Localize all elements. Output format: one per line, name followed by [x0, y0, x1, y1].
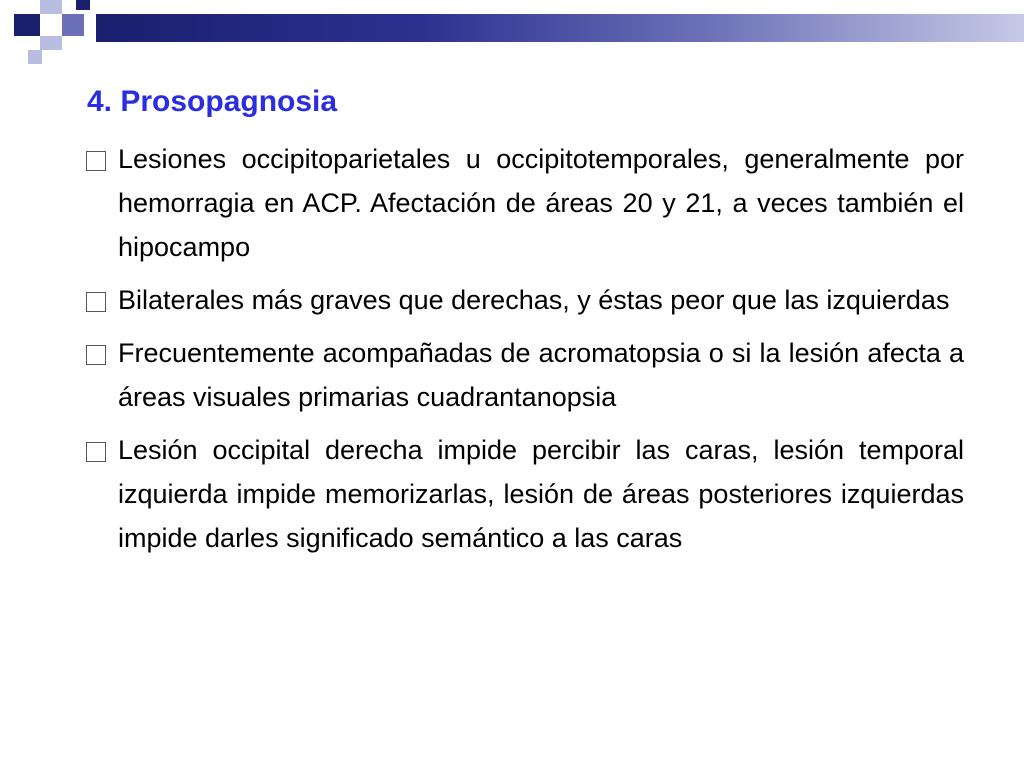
header-gradient-bar: [96, 14, 1024, 42]
bullet-text: Lesiones occipitoparietales u occipitotemporales, generalmente por hemorragia en ACP. Afectación de áreas 20 y 21, a veces también el hipocampo: [118, 144, 964, 262]
bullet-item: [84, 331, 964, 419]
decor-square-5: [28, 50, 42, 64]
hollow-square-icon: [86, 442, 106, 462]
decor-square-2: [40, 0, 62, 14]
hollow-square-icon: [86, 151, 106, 171]
bullet-item: [84, 428, 964, 560]
decor-square-3: [40, 36, 62, 50]
hollow-square-icon: [86, 345, 106, 365]
bullet-text: Bilaterales más graves que derechas, y éstas peor que las izquierdas: [118, 285, 950, 315]
decor-square-4: [62, 14, 84, 36]
hollow-square-icon: [86, 292, 106, 312]
slide-title: 4. Prosopagnosia: [87, 85, 338, 118]
decor-square-1: [14, 14, 40, 36]
bullet-list: [84, 137, 964, 569]
bullet-text: Frecuentemente acompañadas de acromatopsia o si la lesión afecta a áreas visuales primarias cuadrantanopsia: [118, 338, 964, 412]
decor-square-6: [76, 0, 90, 10]
bullet-item: [84, 278, 964, 322]
bullet-item: [84, 137, 964, 269]
bullet-text: Lesión occipital derecha impide percibir las caras, lesión temporal izquierda impide memorizarlas, lesión de áreas posteriores izquierdas impide darles significado semántico a las caras: [118, 435, 964, 553]
